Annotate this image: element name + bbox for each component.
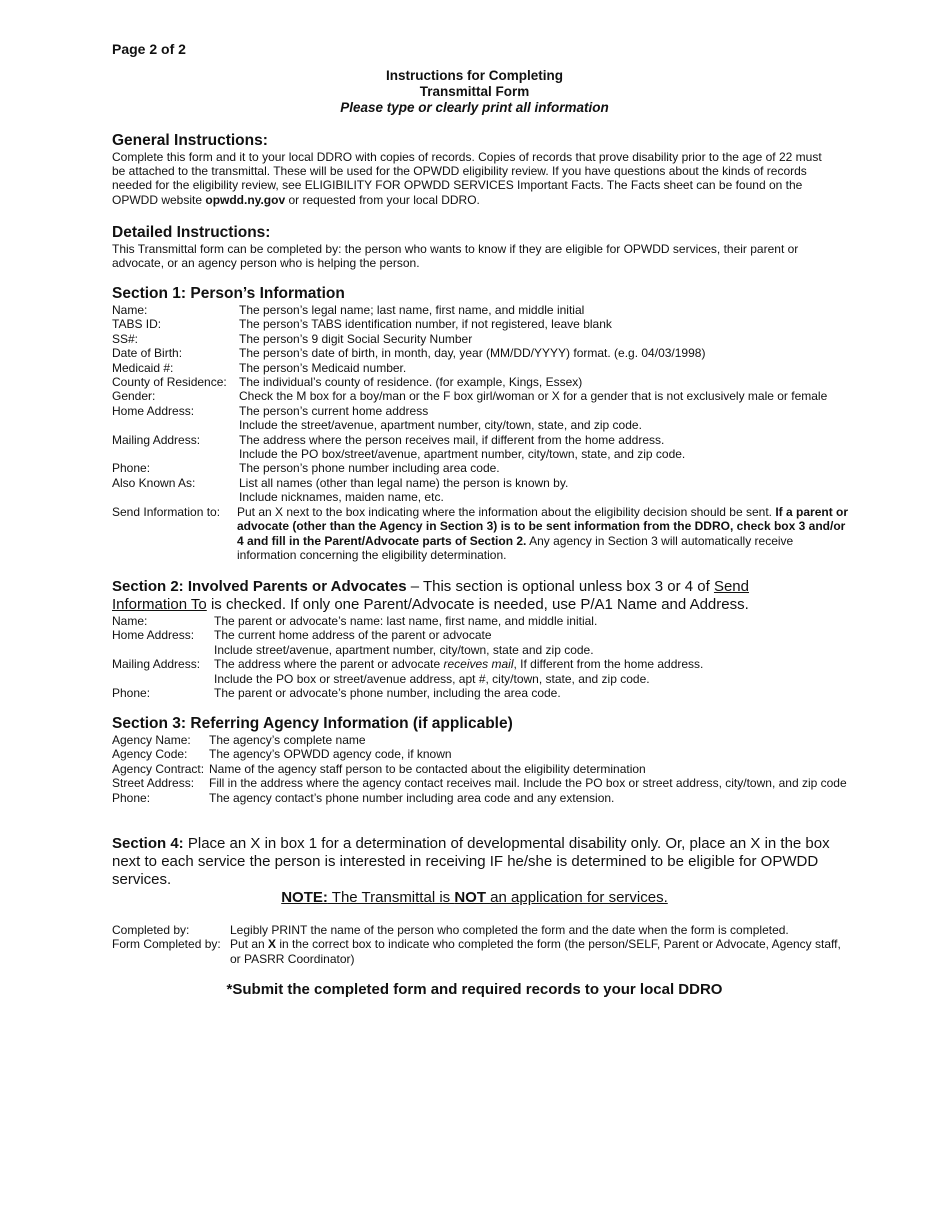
general-text-b: or requested from your local DDRO. xyxy=(285,192,480,207)
section-1 xyxy=(112,285,872,562)
detailed-instructions xyxy=(112,224,872,270)
page-number: Page 2 of 2 xyxy=(112,41,186,57)
completed-by-value: Legibly PRINT the name of the person who completed the form and the date when the form is completed. xyxy=(230,923,789,937)
s1-row xyxy=(112,476,872,505)
s1-label: Gender: xyxy=(112,389,156,404)
s1-value xyxy=(239,332,872,346)
note-not: NOT xyxy=(454,889,486,906)
s1-value-line: Check the M box for a boy/man or the F box girl/woman or X for a gender that is not exclusively male or female xyxy=(239,389,828,404)
detailed-text: This Transmittal form can be completed by: the person who wants to know if they are eligible for OPWDD services, their parent or advocate, or an agency person who is helping the person. xyxy=(112,242,799,271)
s1-row xyxy=(112,404,872,433)
s3-value-line: The agency’s OPWDD agency code, if known xyxy=(209,747,452,762)
completed-by-section xyxy=(112,923,872,966)
s1-value xyxy=(239,375,872,389)
s3-label: Phone: xyxy=(112,790,151,805)
s3-row xyxy=(112,762,872,776)
s1-label: Name: xyxy=(112,303,148,317)
completed-by-row xyxy=(112,923,872,937)
s3-value xyxy=(209,733,872,747)
s3-label: Agency Name: xyxy=(112,733,191,747)
s1-value-line: The individual’s county of residence. (for example, Kings, Essex) xyxy=(239,375,583,390)
header-line-2: Transmittal Form xyxy=(419,84,530,99)
header-line-3: Please type or clearly print all information xyxy=(340,100,609,115)
s3-value-line: Fill in the address where the agency contact receives mail. Include the PO box or street address, city/town, and zip code xyxy=(209,776,847,791)
section-3-rows xyxy=(112,733,872,805)
completed-by-label: Completed by: xyxy=(112,923,190,937)
s1-label: Also Known As: xyxy=(112,475,196,490)
s1-value xyxy=(239,303,872,317)
s2-value-home xyxy=(214,628,872,657)
section-1-rows xyxy=(112,303,872,505)
s3-value-line: The agency contact’s phone number including area code and any extension. xyxy=(209,790,615,805)
general-instructions xyxy=(112,132,872,207)
send-label: Send Information to: xyxy=(112,504,221,519)
s1-label: Mailing Address: xyxy=(112,432,201,447)
s1-value-line: The person’s TABS identification number, if not registered, leave blank xyxy=(239,317,612,332)
s1-value-line: The person’s Medicaid number. xyxy=(239,360,407,375)
s2-value-mailing-2: Include the PO box or street/avenue address, apt #, city/town, state, and zip code. xyxy=(214,671,650,686)
s1-row xyxy=(112,317,872,331)
note-line xyxy=(112,889,837,907)
s2-value-name: The parent or advocate’s name: last name, first name, and middle initial. xyxy=(214,614,598,628)
s1-label: TABS ID: xyxy=(112,317,162,332)
s1-value xyxy=(239,361,872,375)
s1-row xyxy=(112,375,872,389)
s1-value-line: The person’s date of birth, in month, day, year (MM/DD/YYYY) format. (e.g. 04/03/1998) xyxy=(239,346,706,361)
s1-label: County of Residence: xyxy=(112,375,227,390)
s3-value-line: The agency’s complete name xyxy=(209,733,366,747)
s2-label-home: Home Address: xyxy=(112,628,195,643)
s1-value xyxy=(239,346,872,360)
section-2 xyxy=(112,578,872,700)
s3-label: Agency Contract: xyxy=(112,761,205,776)
section-3-title: Section 3: Referring Agency Information (if applicable) xyxy=(112,715,513,732)
s3-label: Street Address: xyxy=(112,776,195,791)
s3-row xyxy=(112,791,872,805)
s1-row xyxy=(112,433,872,462)
s1-row xyxy=(112,303,872,317)
s2-label-mailing: Mailing Address: xyxy=(112,657,201,672)
s1-label: SS#: xyxy=(112,331,139,346)
s1-value-line: The person’s phone number including area code. xyxy=(239,461,500,476)
section-2-intro xyxy=(112,578,792,614)
send-text-bold: If a parent or advocate (other than the Agency in Section 3) is to be sent information from the DDRO, check box 3 and/or 4 and fill in the Parent/Advocate parts of Section 2. xyxy=(237,504,849,548)
s1-value-line-2: Include the street/avenue, apartment number, city/town, state, and zip code. xyxy=(239,418,642,433)
s3-value xyxy=(209,747,872,761)
s2-row-phone xyxy=(112,686,872,700)
s1-value xyxy=(239,433,872,462)
s2-value-phone: The parent or advocate’s phone number, including the area code. xyxy=(214,686,561,701)
s2-mailing-i: receives mail xyxy=(443,657,514,672)
s1-row xyxy=(112,361,872,375)
note-label: NOTE: xyxy=(281,889,328,906)
section-2-intro-a: – This section is optional unless box 3 or 4 of xyxy=(406,578,714,595)
s3-value-line: Name of the agency staff person to be contacted about the eligibility determination xyxy=(209,761,646,776)
section-1-title: Section 1: Person’s Information xyxy=(112,285,345,302)
s1-value-line: The person’s 9 digit Social Security Number xyxy=(239,331,473,346)
document-header xyxy=(112,68,837,116)
send-value xyxy=(237,505,872,563)
general-text-a: Complete this form and it to your local DDRO with copies of records. Copies of records that prove disability prior to the age of 22 must be attached to the transmittal. These will be used for the OPWDD eligibility review. If you have questions about the kinds of records needed for the eligibility review, see ELIGIBILITY FOR OPWDD SERVICES Important Facts. The Facts sheet can be found on the OPWDD website xyxy=(112,150,822,207)
note-a: The Transmittal is xyxy=(327,889,455,906)
s1-label: Phone: xyxy=(112,461,151,476)
s3-label: Agency Code: xyxy=(112,747,188,762)
section-1-send-row xyxy=(112,505,872,563)
section-4-text xyxy=(112,835,837,889)
s1-value xyxy=(239,317,872,331)
s1-value-line: List all names (other than legal name) the person is known by. xyxy=(239,475,569,490)
s1-value xyxy=(239,389,872,403)
s2-value-mailing-1 xyxy=(214,657,872,671)
send-information-to-ref: Send Information To xyxy=(112,578,749,613)
s1-row xyxy=(112,346,872,360)
s3-row xyxy=(112,776,872,790)
form-completed-x: X xyxy=(268,937,277,952)
general-title: General Instructions: xyxy=(112,132,268,149)
s2-value-home-2: Include street/avenue, apartment number, city/town, state and zip code. xyxy=(214,642,594,657)
form-completed-b: in the correct box to indicate who completed the form (the person/SELF, Parent or Advocate, Agency staff, or PASRR Coordinator) xyxy=(230,937,841,966)
s1-value-line: The person’s legal name; last name, first name, and middle initial xyxy=(239,303,585,317)
form-completed-a: Put an xyxy=(230,937,269,952)
s2-value-mailing xyxy=(214,657,872,686)
s1-value-line: The person’s current home address xyxy=(239,403,429,418)
header-line-1: Instructions for Completing xyxy=(386,68,563,83)
s2-row-mailing xyxy=(112,657,872,686)
section-4-body: Place an X in box 1 for a determination of developmental disability only. Or, place an X in the box next to each service the person is interested in receiving IF he/she is determined to be eligible for OPWDD services. xyxy=(112,835,830,888)
s2-mailing-a: The address where the parent or advocate xyxy=(214,657,444,672)
send-text-b: Any agency in Section 3 will automatically receive information concerning the eligibility determination. xyxy=(237,533,794,562)
s1-label: Home Address: xyxy=(112,403,195,418)
form-completed-value xyxy=(230,937,872,966)
s2-value-home-1: The current home address of the parent or advocate xyxy=(214,628,492,643)
s1-row xyxy=(112,389,872,403)
detailed-title: Detailed Instructions: xyxy=(112,224,271,241)
s3-value xyxy=(209,791,872,805)
submit-instruction: *Submit the completed form and required records to your local DDRO xyxy=(226,981,723,998)
s3-row xyxy=(112,747,872,761)
note-b: an application for services. xyxy=(486,889,668,906)
s3-row xyxy=(112,733,872,747)
s1-value-line-2: Include the PO box/street/avenue, apartment number, city/town, state, and zip code. xyxy=(239,447,686,462)
section-2-title: Section 2: Involved Parents or Advocates xyxy=(112,578,407,595)
section-3 xyxy=(112,715,872,805)
send-text-a: Put an X next to the box indicating where the information about the eligibility decision should be sent. xyxy=(237,504,776,519)
s1-value xyxy=(239,404,872,433)
section-2-intro-b: is checked. If only one Parent/Advocate is needed, use P/A1 Name and Address. xyxy=(206,596,749,613)
s3-value xyxy=(209,776,872,790)
s2-label-name: Name: xyxy=(112,614,148,628)
s1-row xyxy=(112,461,872,475)
s2-row-name xyxy=(112,614,872,628)
s3-value xyxy=(209,762,872,776)
s1-label: Date of Birth: xyxy=(112,346,183,361)
s1-value-line-2: Include nicknames, maiden name, etc. xyxy=(239,490,444,505)
s2-label-phone: Phone: xyxy=(112,686,151,701)
form-completed-row xyxy=(112,937,872,966)
s1-value-line: The address where the person receives mail, if different from the home address. xyxy=(239,432,665,447)
website-link[interactable]: opwdd.ny.gov xyxy=(205,192,286,207)
form-completed-label: Form Completed by: xyxy=(112,937,221,952)
general-text xyxy=(112,150,837,207)
section-4-title: Section 4: xyxy=(112,835,184,852)
s1-label: Medicaid #: xyxy=(112,360,174,375)
s2-mailing-b: , If different from the home address. xyxy=(513,657,704,672)
section-4 xyxy=(112,835,872,907)
s1-value xyxy=(239,461,872,475)
s1-row xyxy=(112,332,872,346)
s2-row-home xyxy=(112,628,872,657)
s1-value xyxy=(239,476,872,505)
